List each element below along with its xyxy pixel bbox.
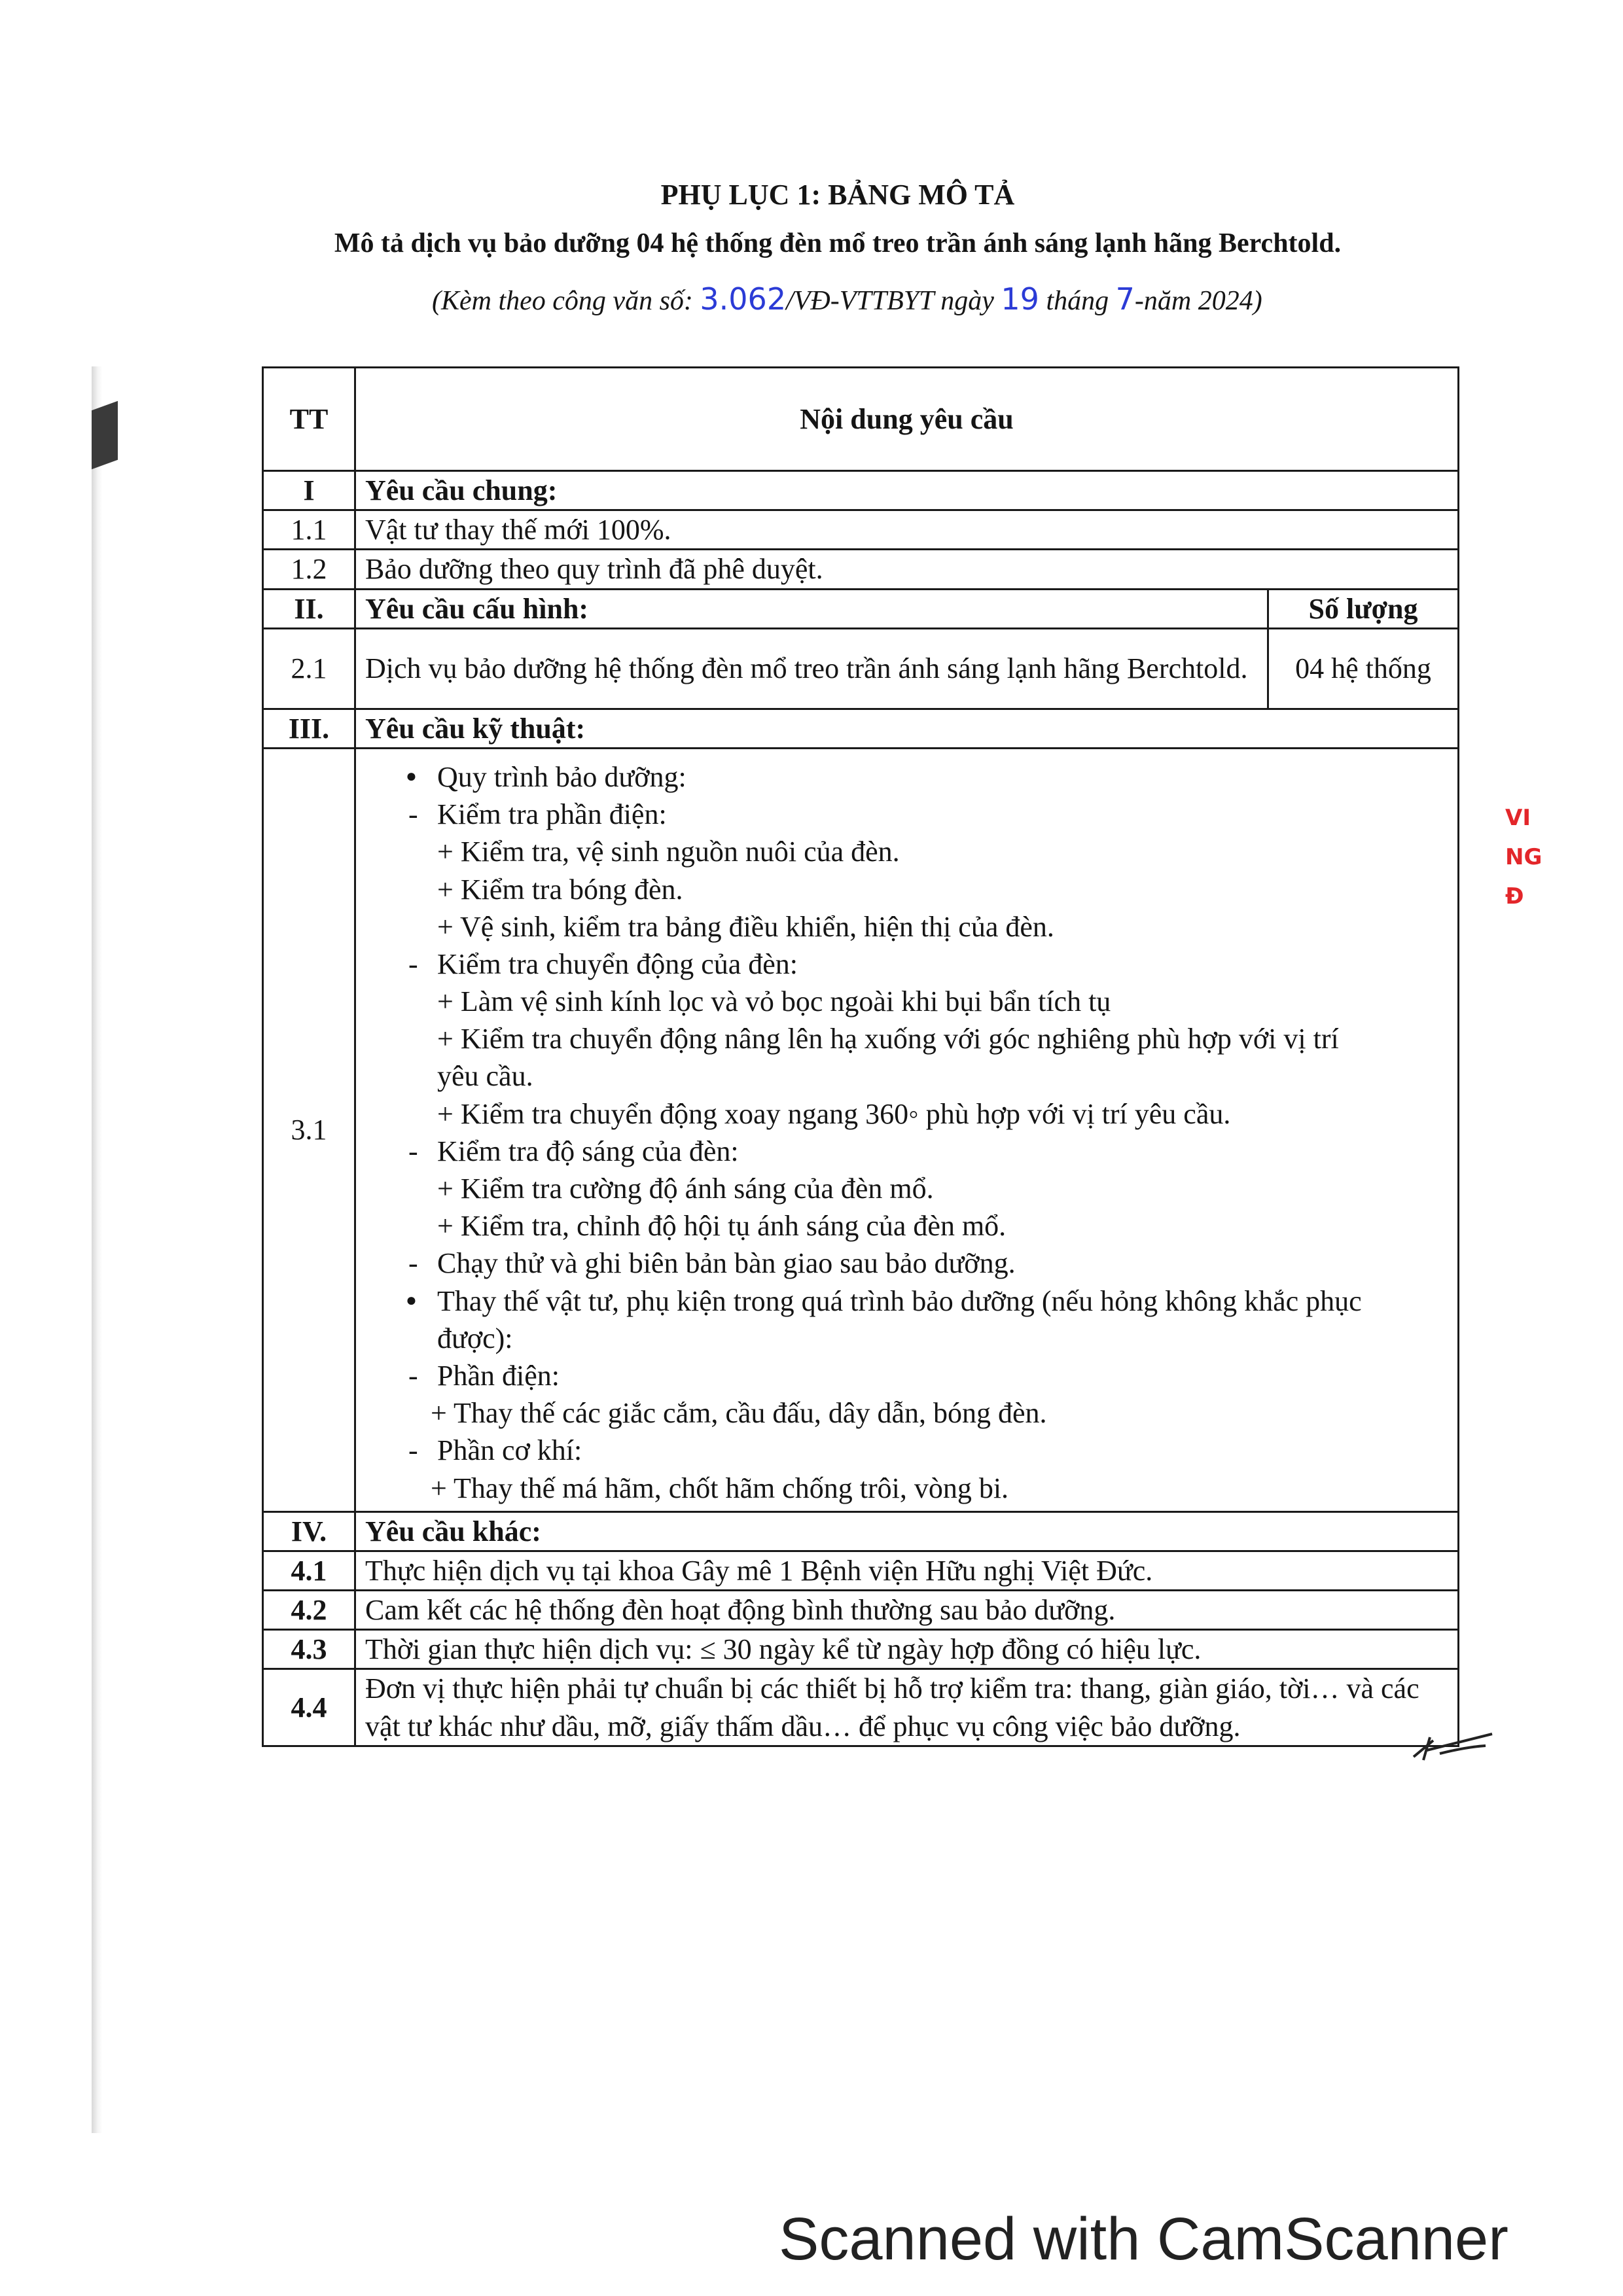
section-technical-label: Yêu cầu kỹ thuật: xyxy=(355,709,1459,748)
section-config-num: II. xyxy=(263,589,355,628)
row-quantity: 04 hệ thống xyxy=(1268,628,1459,709)
reference-month: 7 xyxy=(1115,281,1135,317)
list-item: - Phần điện: xyxy=(365,1357,1448,1394)
list-item: + Kiểm tra chuyển động nâng lên hạ xuống với góc nghiêng phù hợp với vị trí xyxy=(437,1023,1339,1055)
list-item: - Kiểm tra độ sáng của đèn: xyxy=(365,1133,1448,1170)
section-general-row xyxy=(263,471,1459,510)
reference-line xyxy=(432,281,1262,317)
row-num: 1.1 xyxy=(263,510,355,550)
page-edge-shadow xyxy=(92,366,102,2133)
table-header-row xyxy=(263,368,1459,471)
section-general-label: Yêu cầu chung: xyxy=(355,471,1459,510)
list-item: + Kiểm tra cường độ ánh sáng của đèn mổ. xyxy=(437,1173,934,1205)
table-row xyxy=(263,628,1459,709)
section-config-row xyxy=(263,589,1459,628)
initials-signature xyxy=(1407,1727,1499,1767)
table-row xyxy=(263,1669,1459,1746)
document-subtitle: Mô tả dịch vụ bảo dưỡng 04 hệ thống đèn mổ treo trần ánh sáng lạnh hãng Berchtold. xyxy=(334,228,1342,258)
red-stamp-fragment xyxy=(1505,798,1542,916)
camscanner-watermark: Scanned with CamScanner xyxy=(779,2206,1508,2272)
list-item: - Kiểm tra chuyển động của đèn: xyxy=(365,945,1448,983)
table-row xyxy=(263,1551,1459,1590)
list-item: + Thay thế má hãm, chốt hãm chống trôi, vòng bi. xyxy=(431,1472,1009,1504)
list-item: yêu cầu. xyxy=(437,1060,533,1093)
row-text: Thực hiện dịch vụ tại khoa Gây mê 1 Bệnh viện Hữu nghị Việt Đức. xyxy=(355,1551,1459,1590)
reference-day: 19 xyxy=(1001,281,1039,317)
list-item: + Kiểm tra, chỉnh độ hội tụ ánh sáng của đèn mổ. xyxy=(437,1210,1007,1243)
row-num: 1.2 xyxy=(263,550,355,589)
stamp-line: Đ xyxy=(1505,883,1524,910)
table-row xyxy=(263,748,1459,1511)
table-row xyxy=(263,550,1459,589)
stamp-line: VI xyxy=(1505,805,1531,831)
reference-year: -năm 2024) xyxy=(1134,286,1262,316)
list-item: - Phần cơ khí: xyxy=(365,1432,1448,1469)
section-other-row xyxy=(263,1511,1459,1551)
list-item: ● Quy trình bảo dưỡng: xyxy=(365,758,1448,796)
list-item: + Kiểm tra, vệ sinh nguồn nuôi của đèn. xyxy=(437,836,900,868)
list-item: + Kiểm tra chuyển động xoay ngang 360◦ phù hợp với vị trí yêu cầu. xyxy=(437,1097,1231,1130)
reference-number: 3.062 xyxy=(700,281,787,317)
section-technical-num: III. xyxy=(263,709,355,748)
list-item: + Vệ sinh, kiểm tra bảng điều khiển, hiện thị của đèn. xyxy=(437,910,1054,943)
section-other-label: Yêu cầu khác: xyxy=(355,1511,1459,1551)
reference-month-label: tháng xyxy=(1039,286,1116,316)
section-technical-row xyxy=(263,709,1459,748)
requirements-table xyxy=(262,366,1459,1747)
scan-edge-mark xyxy=(92,401,118,470)
row-num: 3.1 xyxy=(263,748,355,1511)
row-num: 4.3 xyxy=(263,1630,355,1669)
list-item: + Kiểm tra bóng đèn. xyxy=(437,873,683,906)
row-text: Bảo dưỡng theo quy trình đã phê duyệt. xyxy=(355,550,1459,589)
list-item: + Thay thế các giắc cắm, cầu đấu, dây dẫn, bóng đèn. xyxy=(431,1397,1047,1430)
quantity-header: Số lượng xyxy=(1268,589,1459,628)
row-text: Thời gian thực hiện dịch vụ: ≤ 30 ngày kể từ ngày hợp đồng có hiệu lực. xyxy=(355,1630,1459,1669)
reference-code: /VĐ-VTTBYT ngày xyxy=(786,286,1001,316)
table-row xyxy=(263,510,1459,550)
table-row xyxy=(263,1630,1459,1669)
document-title: PHỤ LỤC 1: BẢNG MÔ TẢ xyxy=(660,179,1015,211)
row-text: Vật tư thay thế mới 100%. xyxy=(355,510,1459,550)
list-item: + Làm vệ sinh kính lọc và vỏ bọc ngoài khi bụi bẩn tích tụ xyxy=(437,985,1111,1018)
list-item: ● Thay thế vật tư, phụ kiện trong quá trình bảo dưỡng (nếu hỏng không khắc phục xyxy=(365,1282,1448,1320)
section-config-label: Yêu cầu cấu hình: xyxy=(355,589,1268,628)
reference-prefix: (Kèm theo công văn số: xyxy=(432,286,700,316)
technical-details xyxy=(355,748,1459,1511)
list-item: được): xyxy=(437,1322,513,1354)
row-text: Đơn vị thực hiện phải tự chuẩn bị các thiết bị hỗ trợ kiểm tra: thang, giàn giáo, tời… và các vật tư khác như dầu, mỡ, giấy thấm dầu… để phục vụ công việc bảo dưỡng. xyxy=(355,1669,1459,1746)
row-num: 4.4 xyxy=(263,1669,355,1746)
row-num: 4.1 xyxy=(263,1551,355,1590)
row-num: 2.1 xyxy=(263,628,355,709)
row-text: Cam kết các hệ thống đèn hoạt động bình thường sau bảo dưỡng. xyxy=(355,1591,1459,1630)
table-row xyxy=(263,1591,1459,1630)
stamp-line: NG xyxy=(1505,844,1543,870)
row-text: Dịch vụ bảo dưỡng hệ thống đèn mổ treo trần ánh sáng lạnh hãng Berchtold. xyxy=(355,628,1268,709)
list-item: - Kiểm tra phần điện: xyxy=(365,796,1448,833)
row-num: 4.2 xyxy=(263,1591,355,1630)
header-tt: TT xyxy=(263,368,355,471)
list-item: - Chạy thử và ghi biên bản bàn giao sau bảo dưỡng. xyxy=(365,1245,1448,1282)
header-content: Nội dung yêu cầu xyxy=(355,368,1459,471)
section-other-num: IV. xyxy=(263,1511,355,1551)
section-general-num: I xyxy=(263,471,355,510)
